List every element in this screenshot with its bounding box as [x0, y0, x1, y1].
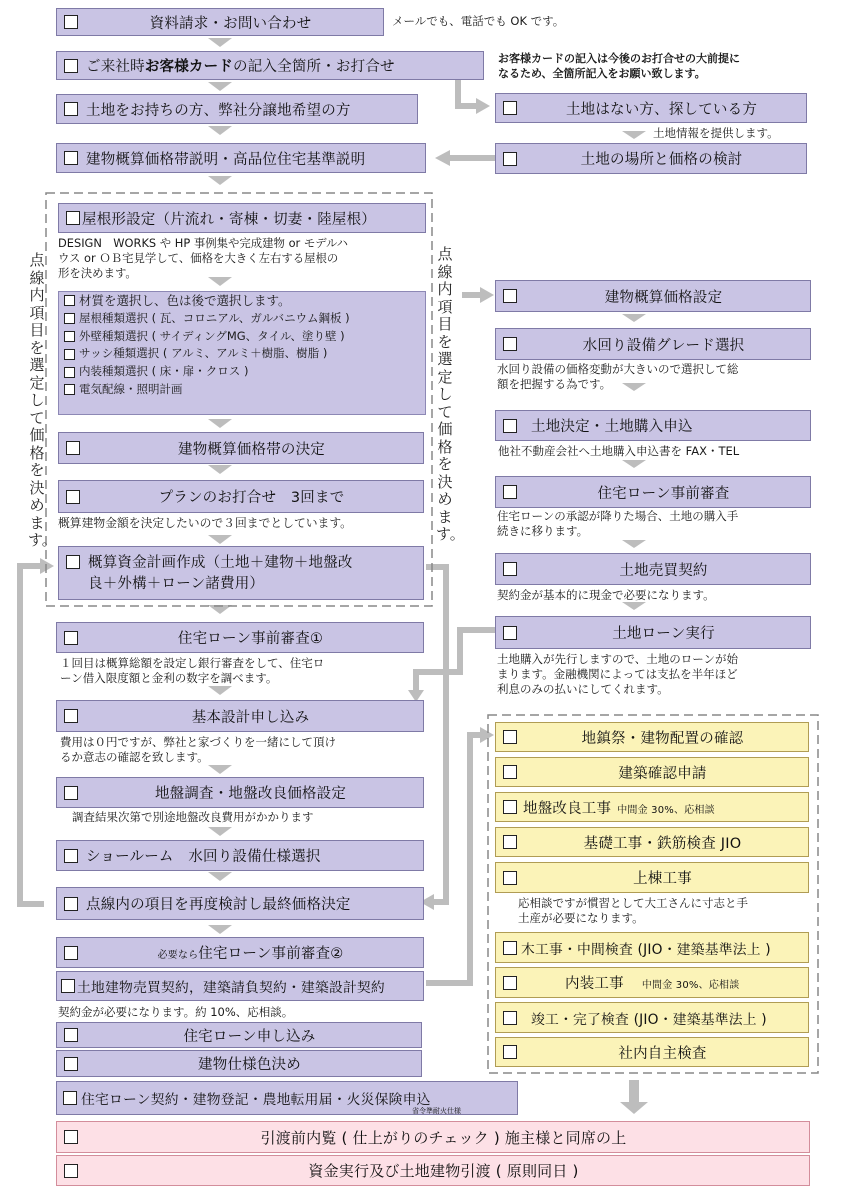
note-plan: 概算建物金額を決定したいので３回までとしています。: [58, 516, 352, 530]
step-price-explain[interactable]: 建物概算価格帯説明・高品位住宅基準説明: [56, 143, 426, 173]
note-water: 水回り設備の価格変動が大きいので選択して総 額を把握する為です。: [497, 362, 739, 391]
material-item[interactable]: 屋根種類選択 ( 瓦、コロニアル、ガルバニウム鋼板 ): [59, 310, 425, 328]
step-color-spec[interactable]: 建物仕様色決め: [56, 1050, 422, 1077]
checkbox[interactable]: [64, 1028, 78, 1042]
note-land-contract: 契約金が基本的に現金で必要になります。: [497, 588, 715, 602]
note-loan1: １回目は概算総額を設定し銀行審査をして、住宅ロ ーン借入限度額と金利の数字を調べます。: [60, 656, 325, 685]
checkbox[interactable]: [64, 946, 78, 960]
arrow-down: [208, 176, 232, 185]
step-foundation[interactable]: 基礎工事・鉄筋検査 JIO: [495, 827, 809, 857]
step-showroom[interactable]: ショールーム 水回り設備仕様選択: [56, 840, 424, 871]
note-ground: 調査結果次第で別途地盤改良費用がかかります: [72, 810, 314, 824]
vertical-note-right: 点線内項目を選定して価格を決めます。: [436, 245, 465, 543]
step-land-review[interactable]: 土地の場所と価格の検討: [495, 143, 807, 174]
arrow-down: [208, 38, 232, 47]
step-no-land[interactable]: 土地はない方、探している方: [495, 93, 807, 123]
step-interior[interactable]: 内装工事 中間金 30%、応相談: [495, 967, 809, 998]
note-contact: メールでも、電話でも OK です。: [392, 14, 565, 28]
checkbox[interactable]: [64, 367, 75, 378]
checkbox[interactable]: [66, 555, 80, 569]
step-have-land[interactable]: 土地をお持ちの方、弊社分譲地希望の方: [56, 94, 418, 124]
note-loan-pre: 住宅ローンの承認が降りた場合、土地の購入手 続きに移ります。: [497, 509, 739, 538]
checkbox[interactable]: [64, 1164, 78, 1178]
checkbox[interactable]: [64, 102, 78, 116]
arrow-down: [208, 419, 232, 428]
step-building-permit[interactable]: 建築確認申請: [495, 757, 809, 787]
checkbox[interactable]: [503, 976, 517, 990]
step-loan-pre-2[interactable]: 必要なら住宅ローン事前審査②: [56, 937, 424, 968]
note-land-loan: 土地購入が先行しますので、土地のローンが始 まります。金融機関によっては支払を半年ほど 利息のみの払いにしてくれます。: [497, 652, 739, 696]
checkbox[interactable]: [64, 313, 75, 324]
checkbox[interactable]: [503, 730, 517, 744]
vertical-note-left: 点線内項目を選定して価格を決めます。: [28, 251, 57, 549]
checkbox[interactable]: [503, 626, 517, 640]
checkbox[interactable]: [64, 786, 78, 800]
checkbox[interactable]: [66, 441, 80, 455]
note-contract: 契約金が必要になります。約 10%、応相談。: [58, 1005, 294, 1019]
step-loan-contract[interactable]: 住宅ローン契約・建物登記・農地転用届・火災保険申込 省令準耐火仕様: [56, 1081, 518, 1115]
checkbox[interactable]: [64, 15, 78, 29]
checkbox[interactable]: [503, 1045, 517, 1059]
connector-contract: [426, 735, 482, 983]
step-loan-pre-right[interactable]: 住宅ローン事前審査: [495, 476, 811, 508]
arrow-down: [622, 131, 646, 139]
arrow-right: [480, 287, 494, 303]
step-contracts[interactable]: 土地建物売買契約，建築請負契約・建築設計契約: [56, 971, 424, 1001]
step-loan-apply[interactable]: 住宅ローン申し込み: [56, 1022, 422, 1048]
arrow-down: [208, 465, 232, 474]
checkbox[interactable]: [503, 871, 517, 885]
arrow-down: [208, 126, 232, 135]
step-inquiry[interactable]: 資料請求・お問い合わせ: [56, 8, 384, 36]
checkbox[interactable]: [503, 152, 517, 166]
step-final-price[interactable]: 点線内の項目を再度検討し最終価格決定: [56, 887, 424, 920]
checkbox[interactable]: [503, 1011, 517, 1025]
arrow-down: [208, 686, 232, 695]
checkbox[interactable]: [64, 1130, 78, 1144]
checkbox[interactable]: [64, 59, 78, 73]
arrow-down: [208, 535, 232, 544]
arrow-down: [208, 925, 232, 934]
arrow-right: [40, 558, 54, 574]
checkbox[interactable]: [63, 1091, 77, 1105]
checkbox[interactable]: [64, 1057, 78, 1071]
checkbox[interactable]: [64, 331, 75, 342]
checkbox[interactable]: [503, 941, 517, 955]
material-item[interactable]: 電気配線・照明計画: [59, 381, 425, 399]
checkbox[interactable]: [503, 835, 517, 849]
note-framing: 応相談ですが慣習として大工さんに寸志と手 土産が必要になります。: [518, 896, 748, 925]
checkbox[interactable]: [64, 849, 78, 863]
note-land-info: 土地情報を提供します。: [653, 126, 779, 140]
arrow-down: [622, 460, 646, 468]
material-item[interactable]: 材質を選択し、色は後で選択します。: [59, 292, 425, 310]
checkbox[interactable]: [66, 490, 80, 504]
checkbox[interactable]: [503, 485, 517, 499]
step-water-grade[interactable]: 水回り設備グレード選択: [495, 328, 811, 360]
checkbox[interactable]: [503, 419, 517, 433]
checkbox[interactable]: [64, 349, 75, 360]
note-basic: 費用は０円ですが、弊社と家づくりを一緒にして頂け るか意志の確認を致します。: [60, 735, 336, 764]
arrow-down: [622, 540, 646, 548]
connector-funding: [426, 567, 446, 902]
checkbox[interactable]: [503, 800, 517, 814]
step-land-apply[interactable]: 土地決定・土地購入申込: [495, 410, 811, 441]
materials-panel: [58, 291, 426, 415]
arrow-left: [435, 150, 450, 166]
checkbox[interactable]: [64, 295, 75, 306]
checkbox[interactable]: [503, 765, 517, 779]
step-price-set[interactable]: 建物概算価格設定: [495, 280, 811, 312]
step-completion[interactable]: 竣工・完了検査 (JIO・建築基準法上 ): [495, 1002, 809, 1033]
note-land-apply: 他社不動産会社へ土地購入申込書を FAX・TEL: [498, 444, 740, 458]
step-funding-plan[interactable]: 概算資金計画作成（土地＋建物＋地盤改 良＋外構＋ローン諸費用）: [58, 546, 424, 600]
checkbox[interactable]: [503, 337, 517, 351]
note-roof: DESIGN WORKS や HP 事例集や完成建物 or モデルハ ウス or ＯＢ宅見学して、価格を大きく左右する屋根の 形を決めます。: [58, 236, 349, 280]
step-ground-improve[interactable]: 地盤改良工事 中間金 30%、応相談: [495, 792, 809, 822]
arrow-right: [476, 98, 490, 114]
arrow-down: [208, 827, 232, 836]
step-basic-design[interactable]: 基本設計申し込み: [56, 700, 424, 732]
checkbox[interactable]: [503, 562, 517, 576]
arrow-right: [480, 727, 494, 743]
checkbox[interactable]: [64, 631, 78, 645]
step-loan-pre-1[interactable]: 住宅ローン事前審査①: [56, 622, 424, 653]
arrow-down: [208, 872, 232, 881]
material-item[interactable]: サッシ種類選択 ( アルミ、アルミ＋樹脂、樹脂 ): [59, 345, 425, 363]
step-internal-inspection[interactable]: 社内自主検査: [495, 1037, 809, 1067]
step-ground-survey[interactable]: 地盤調査・地盤改良価格設定: [56, 777, 424, 808]
checkbox[interactable]: [64, 151, 78, 165]
checkbox[interactable]: [503, 101, 517, 115]
step-groundbreaking[interactable]: 地鎮祭・建物配置の確認: [495, 722, 809, 752]
step-land-contract[interactable]: 土地売買契約: [495, 553, 811, 585]
fire-resist-note: 省令準耐火仕様: [412, 1107, 461, 1115]
step-price-range[interactable]: 建物概算価格帯の決定: [58, 432, 424, 464]
arrow-down: [620, 1102, 648, 1114]
connector-land-loan: [416, 630, 495, 692]
step-framing[interactable]: 上棟工事: [495, 862, 809, 893]
step-plan-meeting[interactable]: プランのお打合せ 3回まで: [58, 480, 424, 513]
checkbox[interactable]: [64, 709, 78, 723]
material-item[interactable]: 内装種類選択 ( 床・扉・クロス ): [59, 363, 425, 381]
checkbox[interactable]: [66, 211, 80, 225]
step-pre-delivery[interactable]: 引渡前内覧 ( 仕上がりのチェック ) 施主様と同席の上: [56, 1121, 810, 1153]
checkbox[interactable]: [503, 289, 517, 303]
step-customer-card[interactable]: ご来社時お客様カードの記入全箇所・お打合せ: [56, 51, 484, 80]
checkbox[interactable]: [61, 979, 75, 993]
arrow-down: [208, 82, 232, 91]
arrow-down: [208, 765, 232, 774]
arrow-down: [622, 314, 646, 322]
step-land-loan[interactable]: 土地ローン実行: [495, 616, 811, 649]
arrow-down: [622, 602, 646, 610]
note-card: お客様カードの記入は今後のお打合せの大前提に なるため、全箇所記入をお願い致します。: [498, 52, 740, 80]
step-carpentry[interactable]: 木工事・中間検査 (JIO・建築基準法上 ): [495, 932, 809, 963]
checkbox[interactable]: [64, 384, 75, 395]
step-roof-shape[interactable]: 屋根形設定（片流れ・寄棟・切妻・陸屋根）: [58, 203, 426, 233]
material-item[interactable]: 外壁種類選択 ( サイディングMG、タイル、塗り壁 ): [59, 328, 425, 346]
connector-plan-back: [20, 566, 44, 904]
step-delivery[interactable]: 資金実行及び土地建物引渡 ( 原則同日 ): [56, 1155, 810, 1186]
checkbox[interactable]: [64, 897, 78, 911]
